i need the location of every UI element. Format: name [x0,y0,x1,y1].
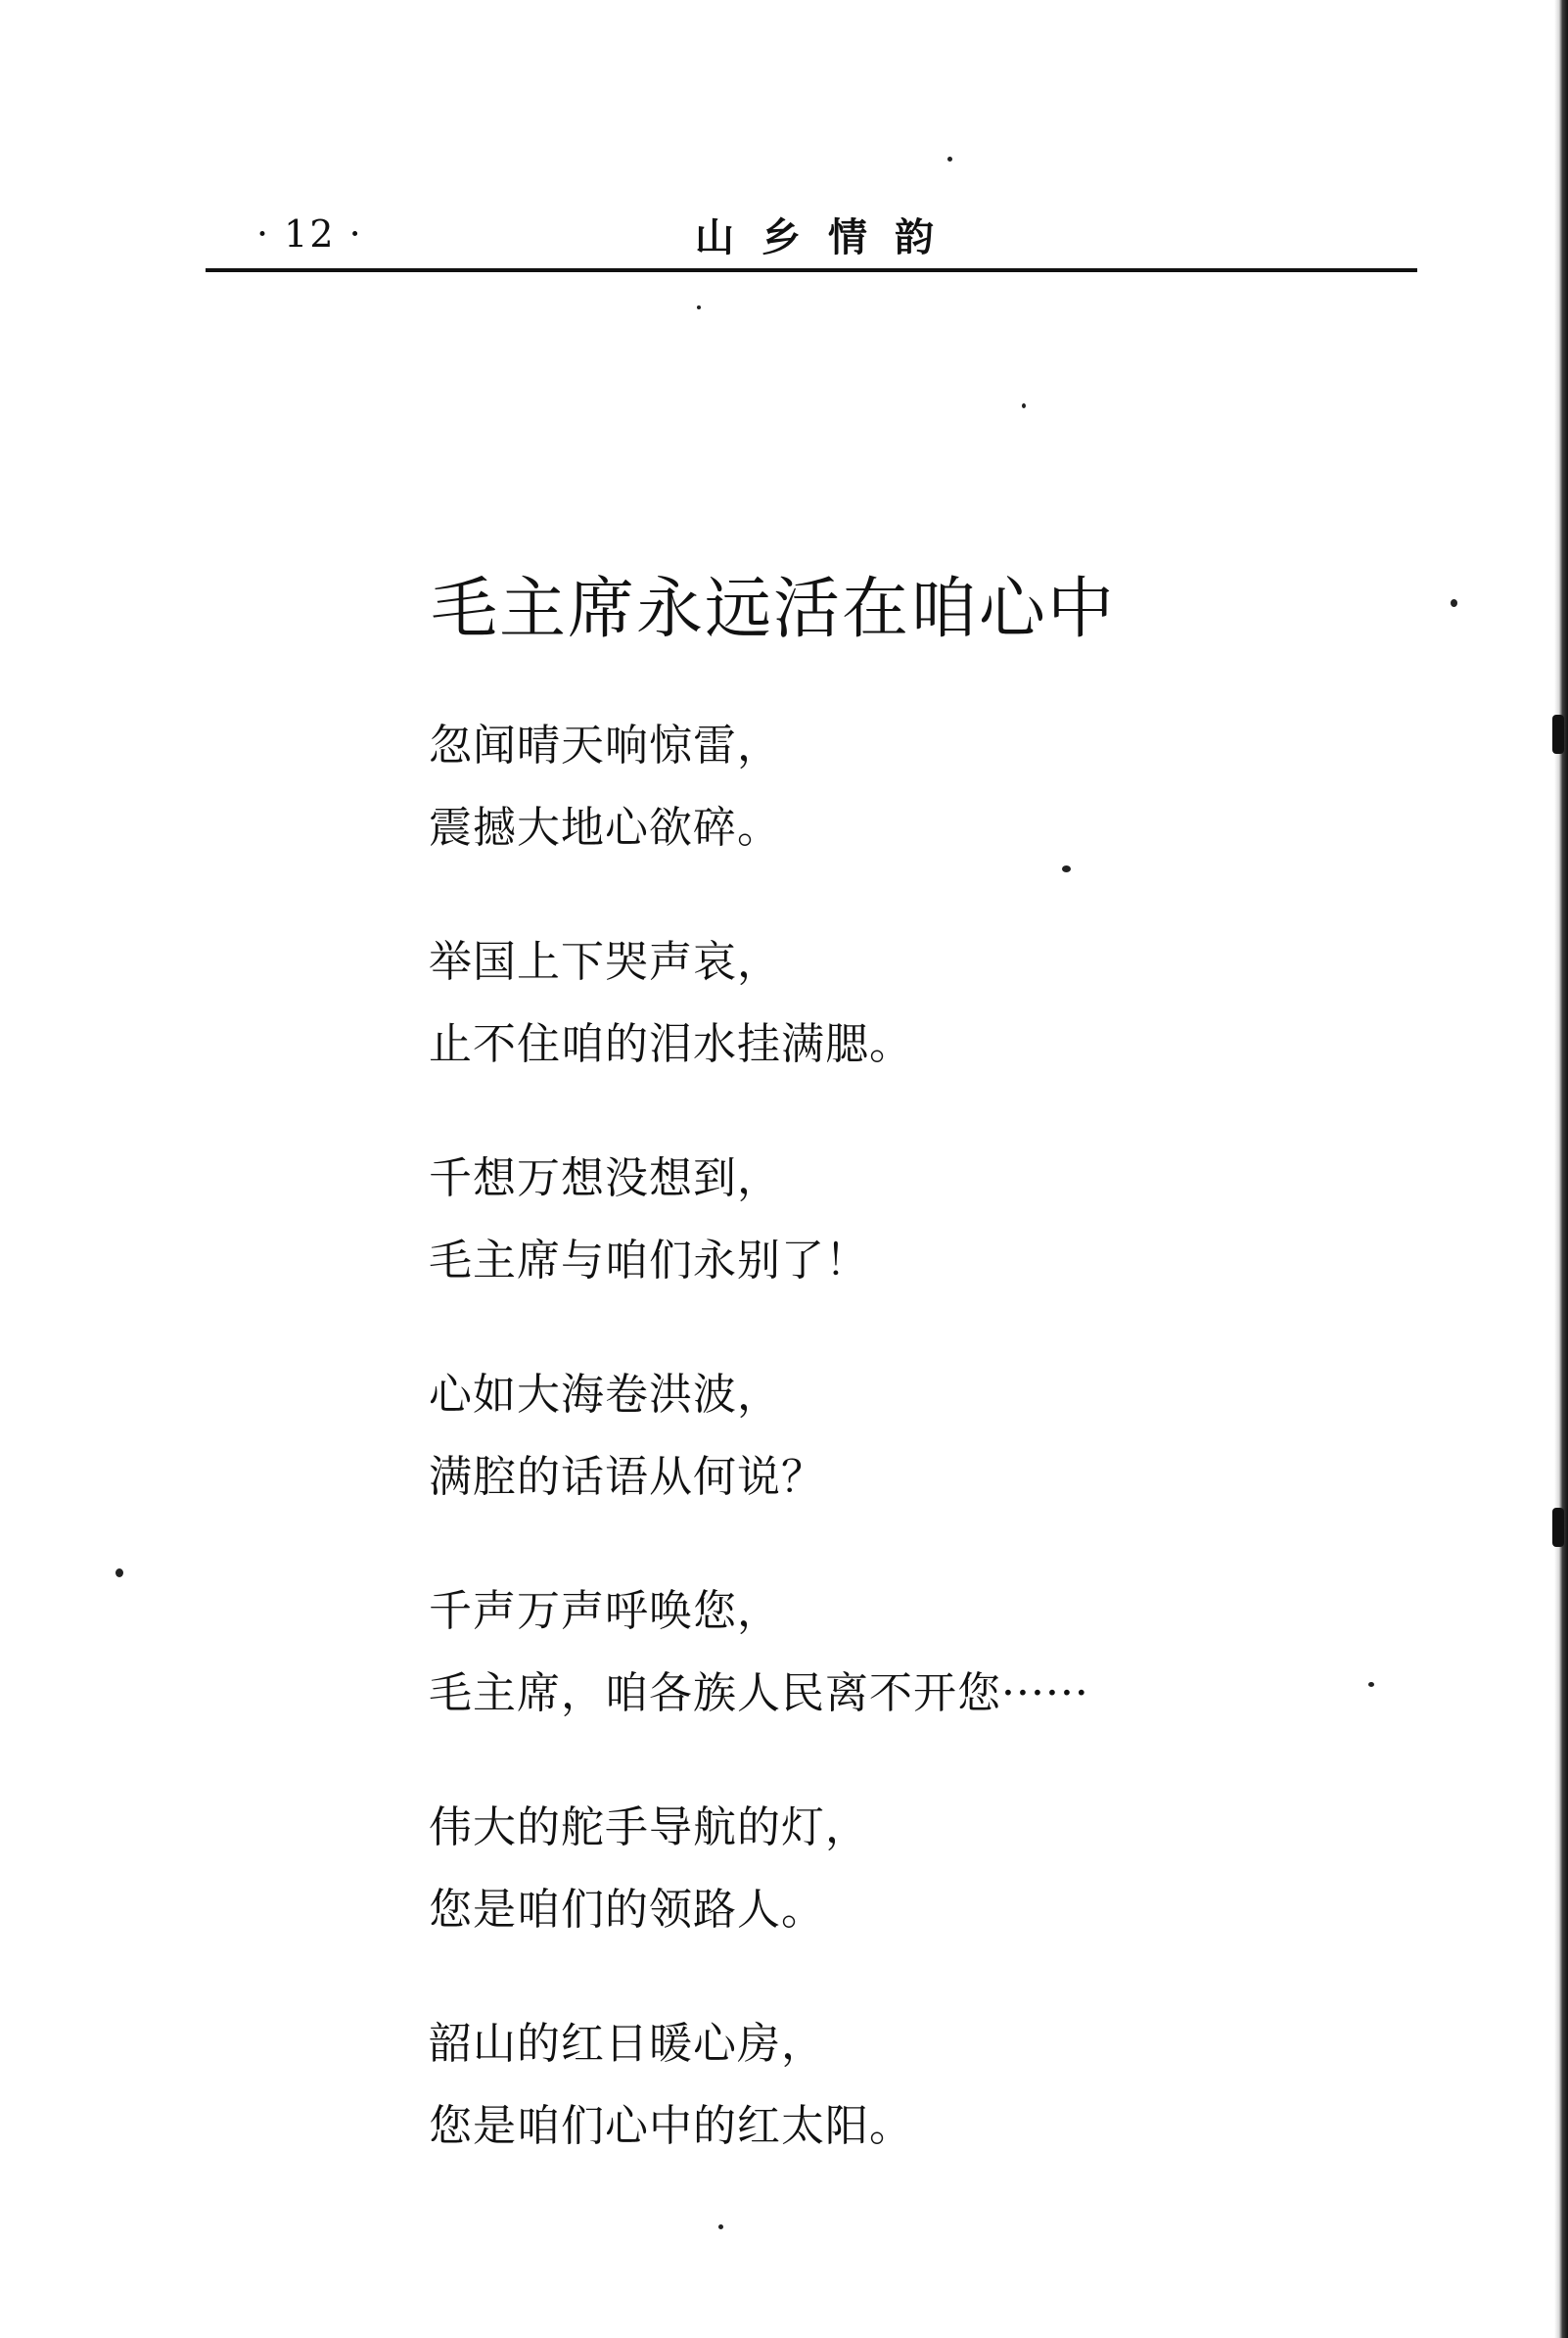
page-header [206,201,1417,269]
scan-speck [1062,865,1071,872]
page-number: · 12 · [256,212,363,256]
poem-line: 毛主席，咱各族人民离不开您······ [429,1668,1089,1718]
poem-line: 心如大海卷洪波， [429,1370,781,1420]
stanza [429,1138,1310,1302]
poem-body [429,705,1310,2220]
poem-title: 毛主席永远活在咱心中 [431,571,1117,648]
stanza [429,1570,1310,1735]
stanza [429,705,1310,869]
scan-speck [947,157,952,162]
poem-line: 忽闻晴天响惊雷， [429,721,781,771]
stanza [429,921,1310,1086]
binding-edge [1554,0,1568,2338]
poem-line: 举国上下哭声哀， [429,937,781,987]
poem-line: 止不住咱的泪水挂满腮。 [429,1019,913,1069]
poem-line: 韶山的红日暖心房， [429,2019,825,2069]
poem-line: 震撼大地心欲碎。 [429,803,781,853]
header-rule [206,268,1417,272]
poem-line: 千想万想没想到， [429,1153,781,1203]
scan-speck [697,305,701,309]
poem-line: 您是咱们心中的红太阳。 [429,2101,913,2151]
poem-line: 伟大的舵手导航的灯， [429,1802,869,1852]
scan-speck [1022,403,1026,408]
stanza [429,2003,1310,2168]
scan-speck [115,1568,123,1577]
scan-speck [1451,599,1457,607]
poem-line: 满腔的话语从何说？ [429,1452,825,1502]
running-title: 山乡情韵 [695,214,961,260]
poem-line: 您是咱们的领路人。 [429,1885,825,1935]
scan-speck [1368,1682,1374,1687]
scan-speck [718,2224,723,2229]
stanza [429,1354,1310,1519]
poem-line: 毛主席与咱们永别了！ [429,1236,869,1286]
stanza [429,1787,1310,1951]
poem-line: 千声万声呼唤您， [429,1586,781,1636]
